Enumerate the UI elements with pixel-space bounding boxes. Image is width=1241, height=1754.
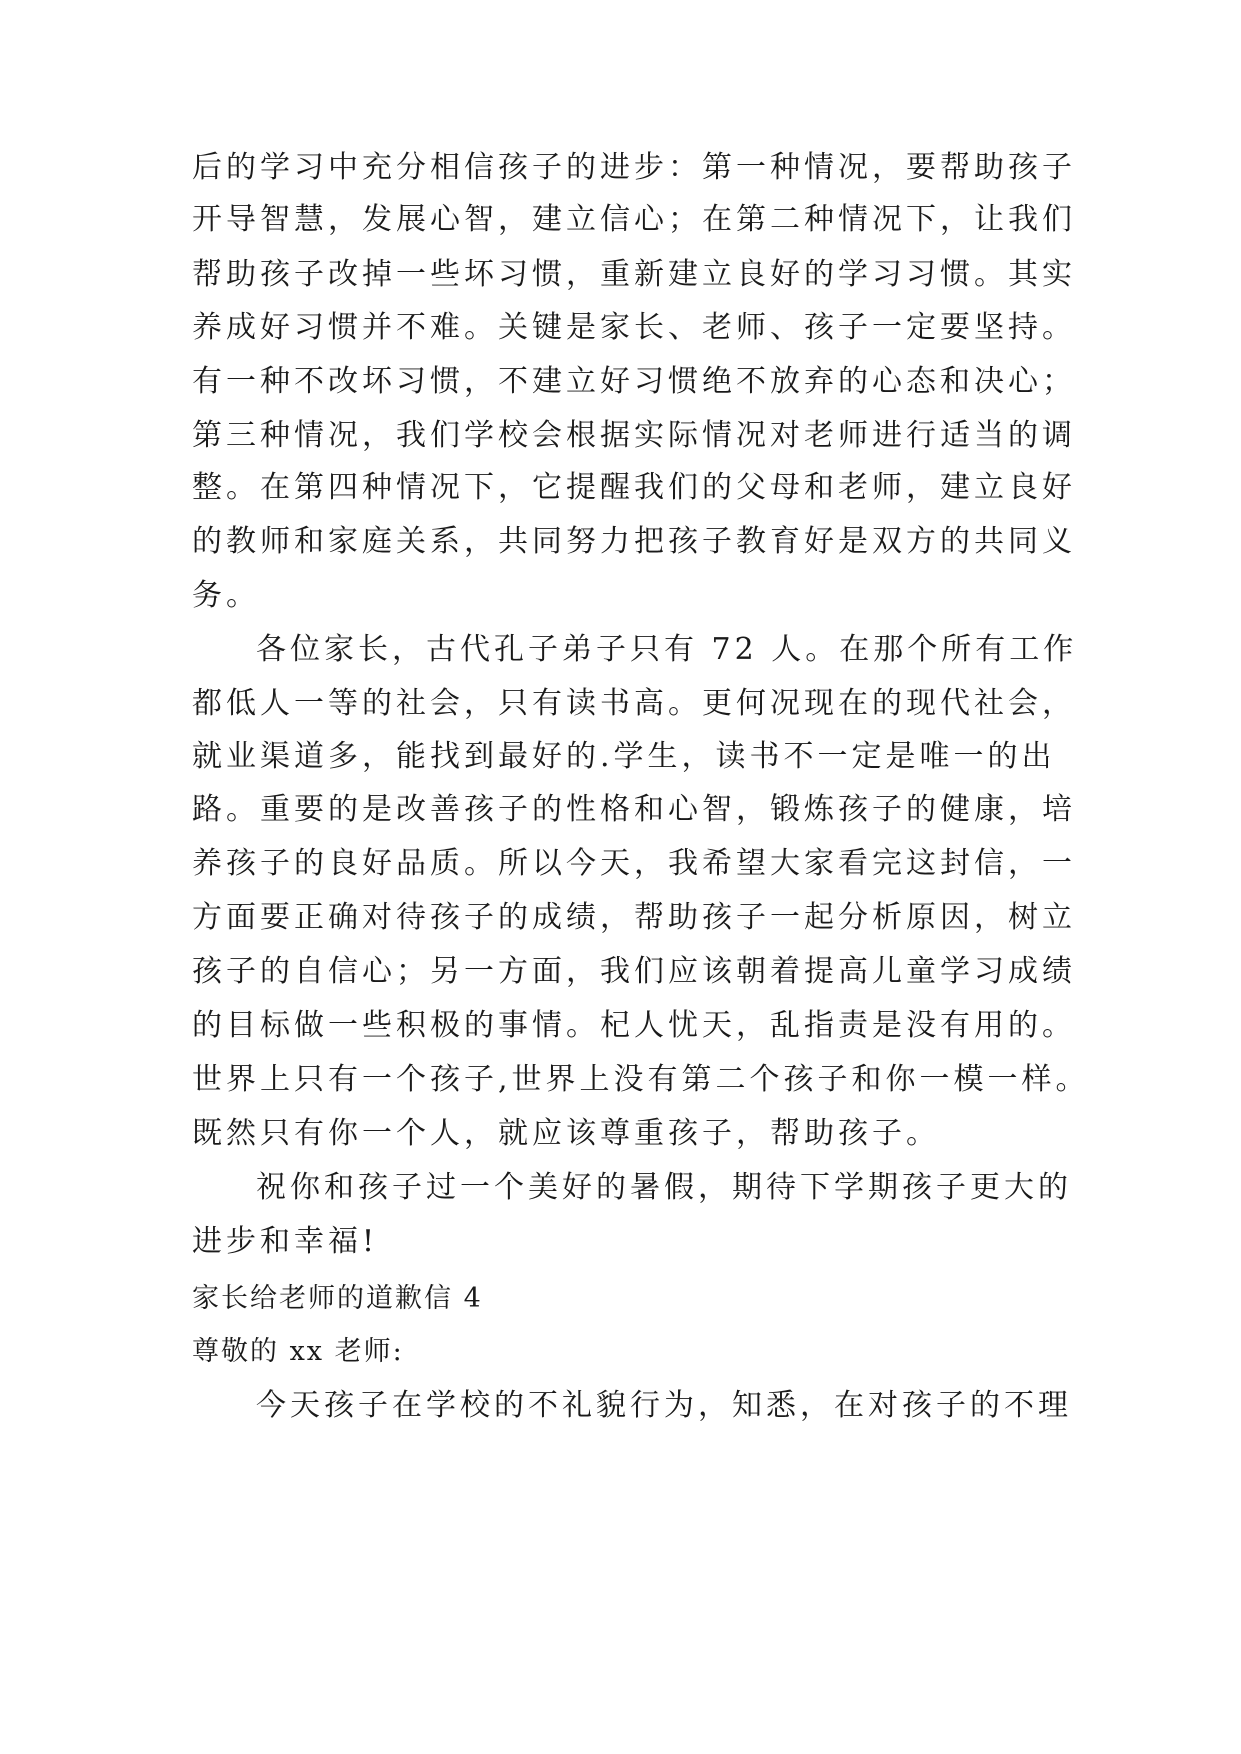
salutation: 尊敬的 xx 老师: (192, 1336, 404, 1367)
paragraph-line: 养孩子的良好品质。所以今天，我希望大家看完这封信，一 (192, 846, 1076, 881)
paragraph-line: 务。 (192, 578, 260, 613)
paragraph-line: 方面要正确对待孩子的成绩，帮助孩子一起分析原因，树立 (192, 900, 1076, 935)
paragraph-line: 后的学习中充分相信孩子的进步：第一种情况，要帮助孩子 (192, 150, 1076, 185)
paragraph-line: 各位家长，古代孔子弟子只有 72 人。在那个所有工作 (256, 632, 1078, 667)
paragraph-line: 路。重要的是改善孩子的性格和心智，锻炼孩子的健康，培 (192, 792, 1076, 827)
paragraph-line: 的教师和家庭关系，共同努力把孩子教育好是双方的共同义 (192, 524, 1076, 559)
paragraph-line: 开导智慧，发展心智，建立信心；在第二种情况下，让我们 (192, 202, 1076, 237)
paragraph-line: 养成好习惯并不难。关键是家长、老师、孩子一定要坚持。 (192, 310, 1076, 345)
paragraph-line: 既然只有你一个人，就应该尊重孩子，帮助孩子。 (192, 1116, 940, 1151)
paragraph-line: 第三种情况，我们学校会根据实际情况对老师进行适当的调 (192, 418, 1076, 453)
paragraph-line: 整。在第四种情况下，它提醒我们的父母和老师，建立良好 (192, 470, 1076, 505)
paragraph-line: 今天孩子在学校的不礼貌行为，知悉，在对孩子的不理 (256, 1388, 1072, 1423)
paragraph-line: 就业渠道多，能找到最好的.学生，读书不一定是唯一的出 (192, 739, 1056, 774)
paragraph-line: 都低人一等的社会，只有读书高。更何况现在的现代社会， (192, 686, 1076, 721)
paragraph-line: 祝你和孩子过一个美好的暑假，期待下学期孩子更大的 (256, 1170, 1072, 1205)
paragraph-line: 进步和幸福! (192, 1224, 379, 1259)
paragraph-line: 孩子的自信心；另一方面，我们应该朝着提高儿童学习成绩 (192, 954, 1076, 989)
paragraph-line: 帮助孩子改掉一些坏习惯，重新建立良好的学习习惯。其实 (192, 257, 1076, 292)
paragraph-line: 世界上只有一个孩子,世界上没有第二个孩子和你一模一样。 (192, 1062, 1090, 1097)
section-heading: 家长给老师的道歉信 4 (192, 1283, 483, 1314)
paragraph-line: 有一种不改坏习惯，不建立好习惯绝不放弃的心态和决心； (192, 364, 1076, 399)
paragraph-line: 的目标做一些积极的事情。杞人忧天，乱指责是没有用的。 (192, 1008, 1076, 1043)
